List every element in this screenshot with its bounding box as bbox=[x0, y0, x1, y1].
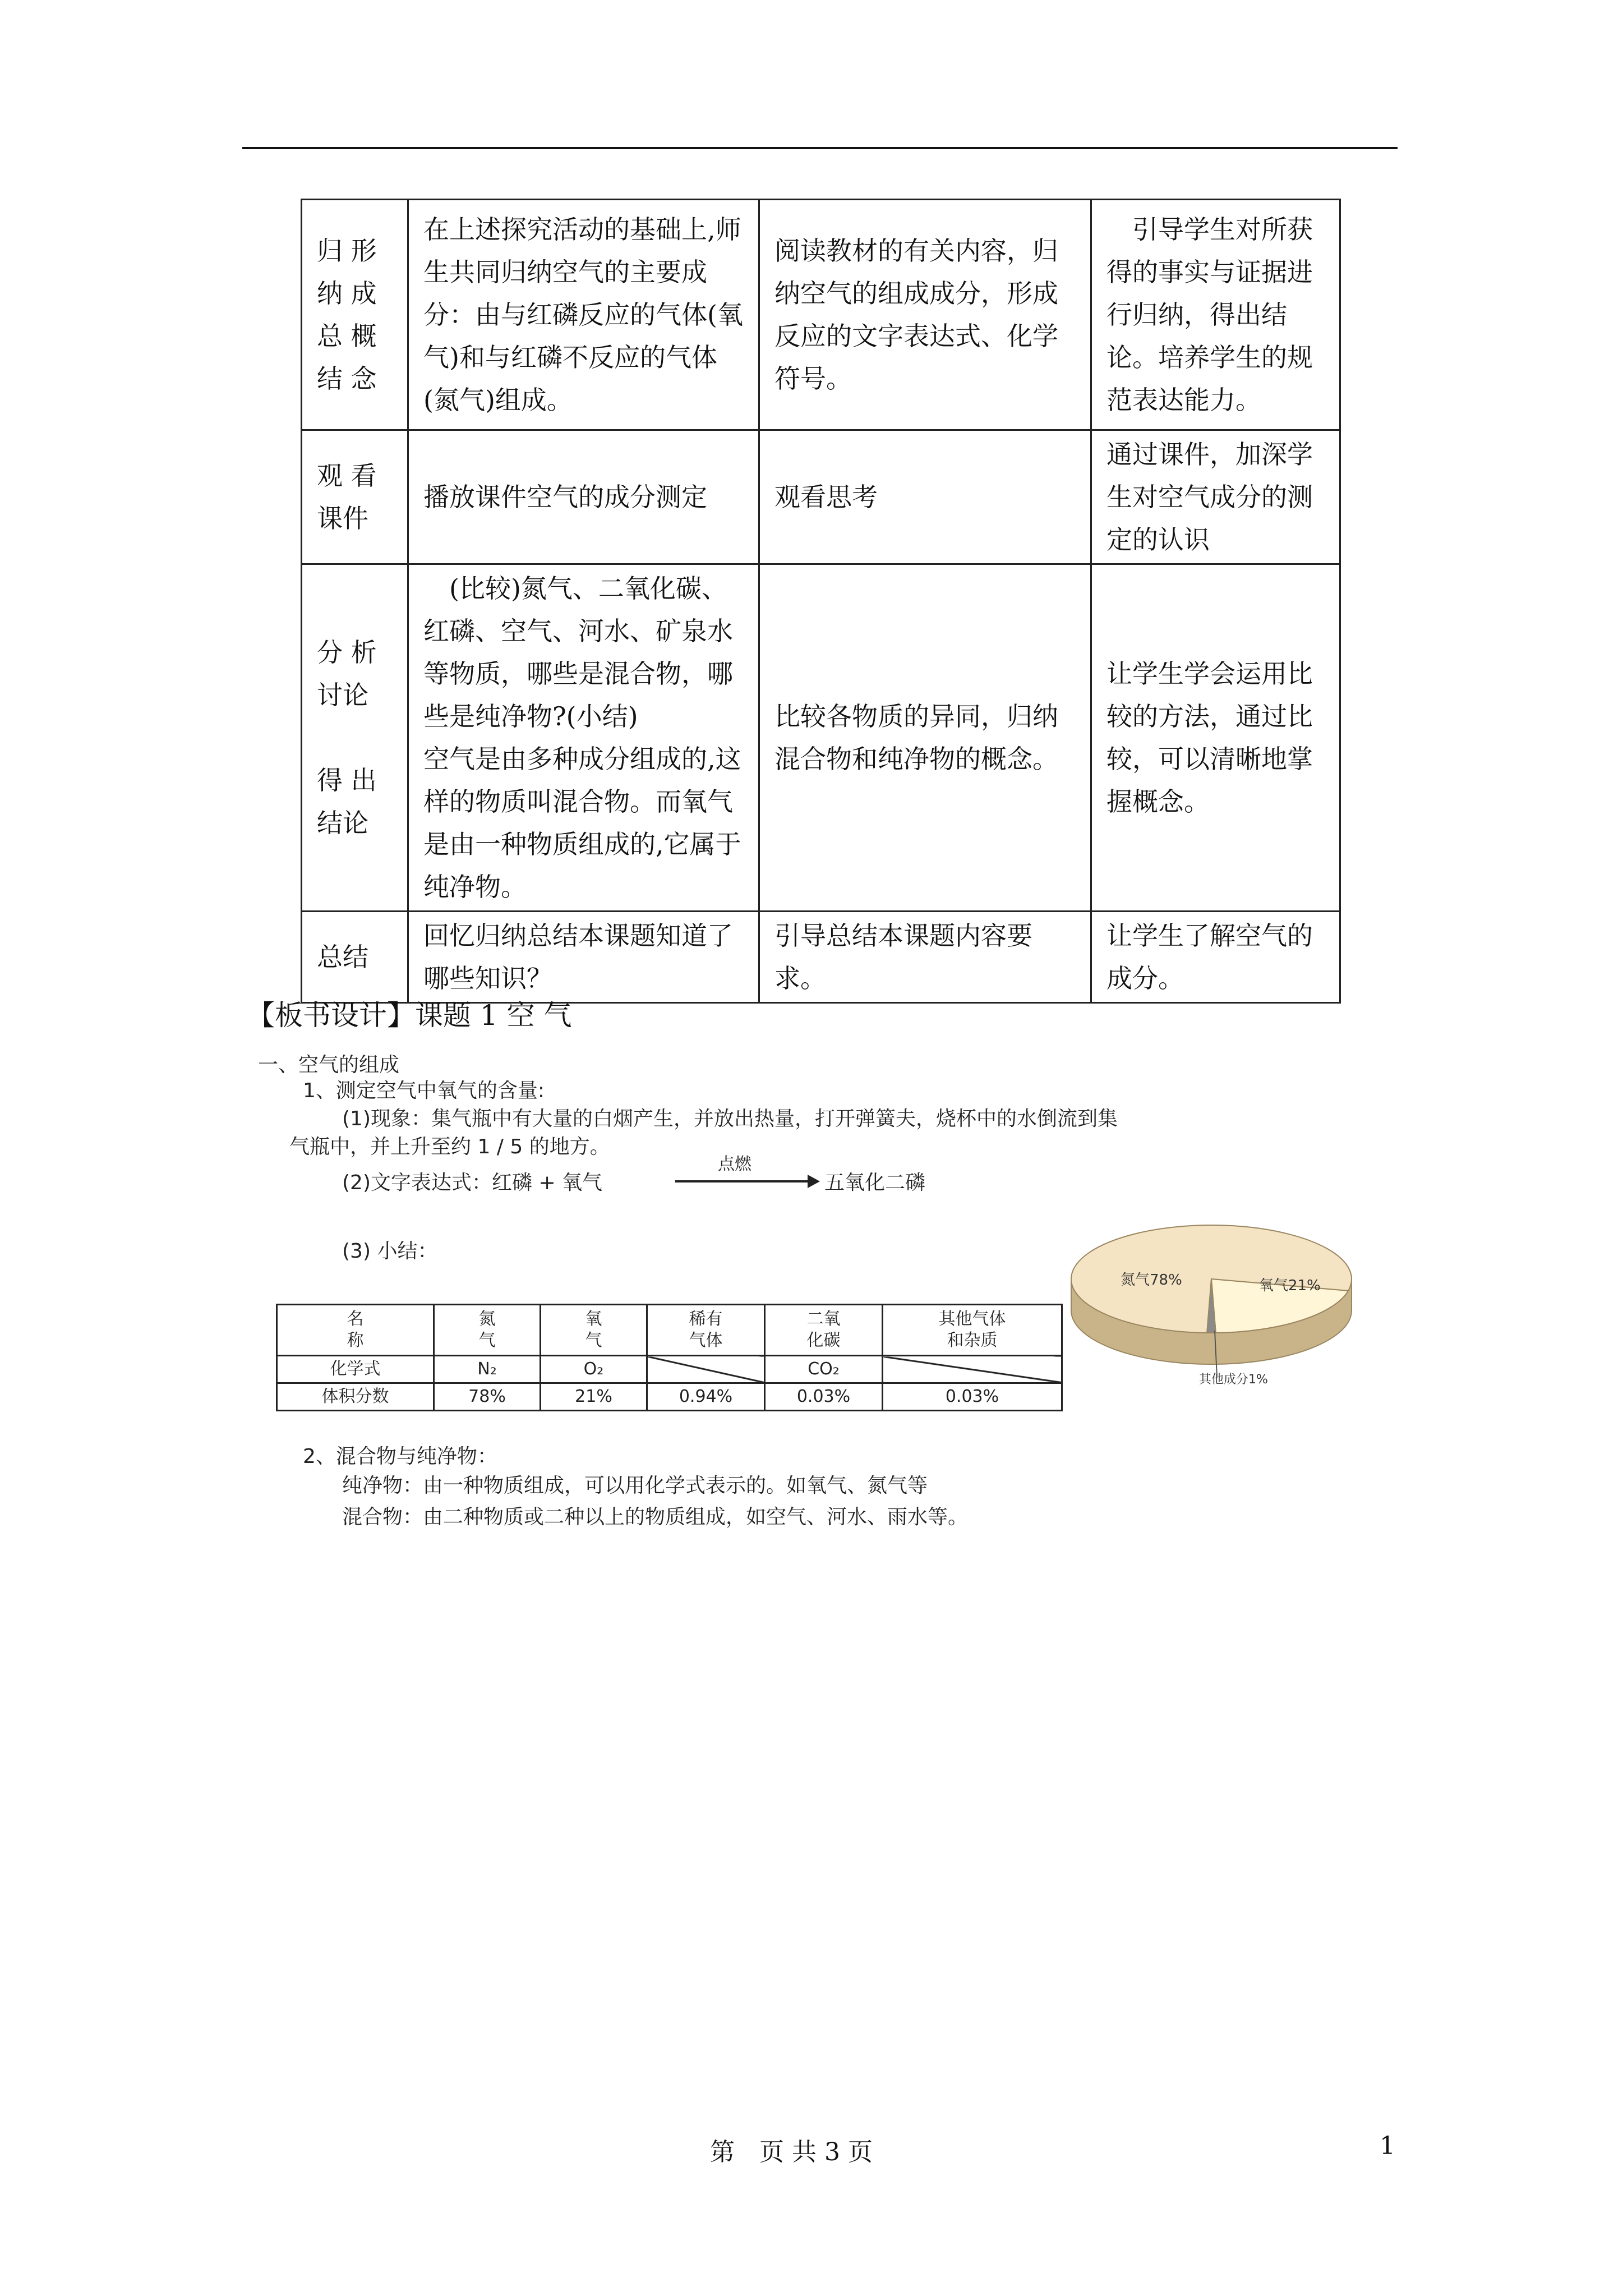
design-intent-cell: 通过课件，加深学生对空气成分的测定的认识 bbox=[1091, 430, 1340, 564]
stage-cell: 总结 bbox=[302, 912, 408, 1003]
summary-label: (3) 小结： bbox=[342, 1240, 438, 1263]
table-row bbox=[302, 430, 1340, 564]
board-design-title: 【板书设计】课题 1 空 气 bbox=[247, 999, 572, 1032]
volume-cell: 0.03% bbox=[883, 1383, 1062, 1411]
formula-cell: N₂ bbox=[434, 1356, 541, 1383]
teacher-activity-cell: 播放课件空气的成分测定 bbox=[408, 430, 759, 564]
subsection-heading: 1、测定空气中氧气的含量: bbox=[303, 1079, 545, 1102]
table-row bbox=[302, 564, 1340, 912]
student-activity-cell: 比较各物质的异同，归纳混合物和纯净物的概念。 bbox=[759, 564, 1091, 912]
oxygen-slice-label: 氧气21% bbox=[1259, 1277, 1321, 1294]
table-row bbox=[302, 912, 1340, 1003]
phenomenon-text: (1)现象：集气瓶中有大量的白烟产生，并放出热量，打开弹簧夫，烧杯中的水倒流到集 bbox=[342, 1107, 1118, 1130]
board-design bbox=[247, 1038, 1363, 1543]
volume-cell: 0.94% bbox=[647, 1383, 765, 1411]
header-cell: 其他气体 和杂质 bbox=[883, 1305, 1062, 1356]
teacher-activity-cell: 在上述探究活动的基础上,师生共同归纳空气的主要成分：由与红磷反应的气体(氧气)和与红磷不反应的气体(氮气)组成。 bbox=[408, 200, 759, 430]
pure-substance-definition: 纯净物：由一种物质组成，可以用化学式表示的。如氧气、氮气等 bbox=[342, 1474, 928, 1497]
design-intent-cell: 引导学生对所获得的事实与证据进行归纳，得出结论。培养学生的规范表达能力。 bbox=[1091, 200, 1340, 430]
volume-cell: 21% bbox=[541, 1383, 647, 1411]
subsection-heading: 2、混合物与纯净物： bbox=[303, 1445, 497, 1468]
phenomenon-text-cont: 气瓶中，并上升至约 1 / 5 的地方。 bbox=[289, 1135, 610, 1158]
section-heading: 一、空气的组成 bbox=[258, 1053, 400, 1076]
nitrogen-slice-label: 氮气78% bbox=[1121, 1272, 1182, 1289]
other-slice-label: 其他成分1% bbox=[1199, 1373, 1268, 1386]
student-activity-cell: 观看思考 bbox=[759, 430, 1091, 564]
table-row bbox=[302, 200, 1340, 430]
header-cell: 稀有 气体 bbox=[647, 1305, 765, 1356]
stage-cell: 分 析 讨论 得 出 结论 bbox=[302, 564, 408, 912]
stage-cell: 观 看 课件 bbox=[302, 430, 408, 564]
header-cell: 名 称 bbox=[277, 1305, 434, 1356]
page-number: 1 bbox=[1380, 2132, 1395, 2160]
reaction-condition: 点燃 bbox=[718, 1154, 751, 1174]
row-label-cell: 体积分数 bbox=[277, 1383, 434, 1411]
formula-cell: O₂ bbox=[541, 1356, 647, 1383]
empty-diagonal-cell bbox=[647, 1356, 765, 1383]
teacher-activity-cell: 回忆归纳总结本课题知道了哪些知识？ bbox=[408, 912, 759, 1003]
table-row bbox=[277, 1356, 1062, 1383]
arrow-head-icon bbox=[808, 1175, 820, 1188]
teacher-activity-cell: (比较)氮气、二氧化碳、红磷、空气、河水、矿泉水等物质，哪些是混合物，哪些是纯净物?(小结) 空气是由多种成分组成的,这样的物质叫混合物。而氧气是由一种物质组成的,它属于纯净物。 bbox=[408, 564, 759, 912]
volume-cell: 78% bbox=[434, 1383, 541, 1411]
page-indicator: 第 页 共 3 页 bbox=[710, 2138, 873, 2166]
design-intent-cell: 让学生学会运用比较的方法，通过比较，可以清晰地掌握概念。 bbox=[1091, 564, 1340, 912]
design-intent-cell: 让学生了解空气的成分。 bbox=[1091, 912, 1340, 1003]
row-label-cell: 化学式 bbox=[277, 1356, 434, 1383]
air-composition-table bbox=[276, 1304, 1063, 1411]
stage-cell: 归 形 纳 成 总 概 结 念 bbox=[302, 200, 408, 430]
air-composition-pie-chart bbox=[1060, 1217, 1363, 1386]
volume-cell: 0.03% bbox=[765, 1383, 883, 1411]
empty-diagonal-cell bbox=[883, 1356, 1062, 1383]
lesson-table bbox=[301, 199, 1341, 1004]
student-activity-cell: 引导总结本课题内容要求。 bbox=[759, 912, 1091, 1003]
header-cell: 二氧 化碳 bbox=[765, 1305, 883, 1356]
formula-cell: CO₂ bbox=[765, 1356, 883, 1383]
header-cell: 氮 气 bbox=[434, 1305, 541, 1356]
mixture-definition: 混合物：由二种物质或二种以上的物质组成，如空气、河水、雨水等。 bbox=[342, 1506, 969, 1529]
header-cell: 氧 气 bbox=[541, 1305, 647, 1356]
student-activity-cell: 阅读教材的有关内容，归纳空气的组成成分，形成反应的文字表达式、化学符号。 bbox=[759, 200, 1091, 430]
reaction-arrow bbox=[675, 1180, 810, 1182]
table-row bbox=[277, 1305, 1062, 1356]
table-row bbox=[277, 1383, 1062, 1411]
reaction-product: 五氧化二磷 bbox=[824, 1171, 926, 1194]
header-rule bbox=[242, 147, 1398, 149]
word-equation: (2)文字表达式：红磷 + 氧气 bbox=[342, 1171, 603, 1194]
